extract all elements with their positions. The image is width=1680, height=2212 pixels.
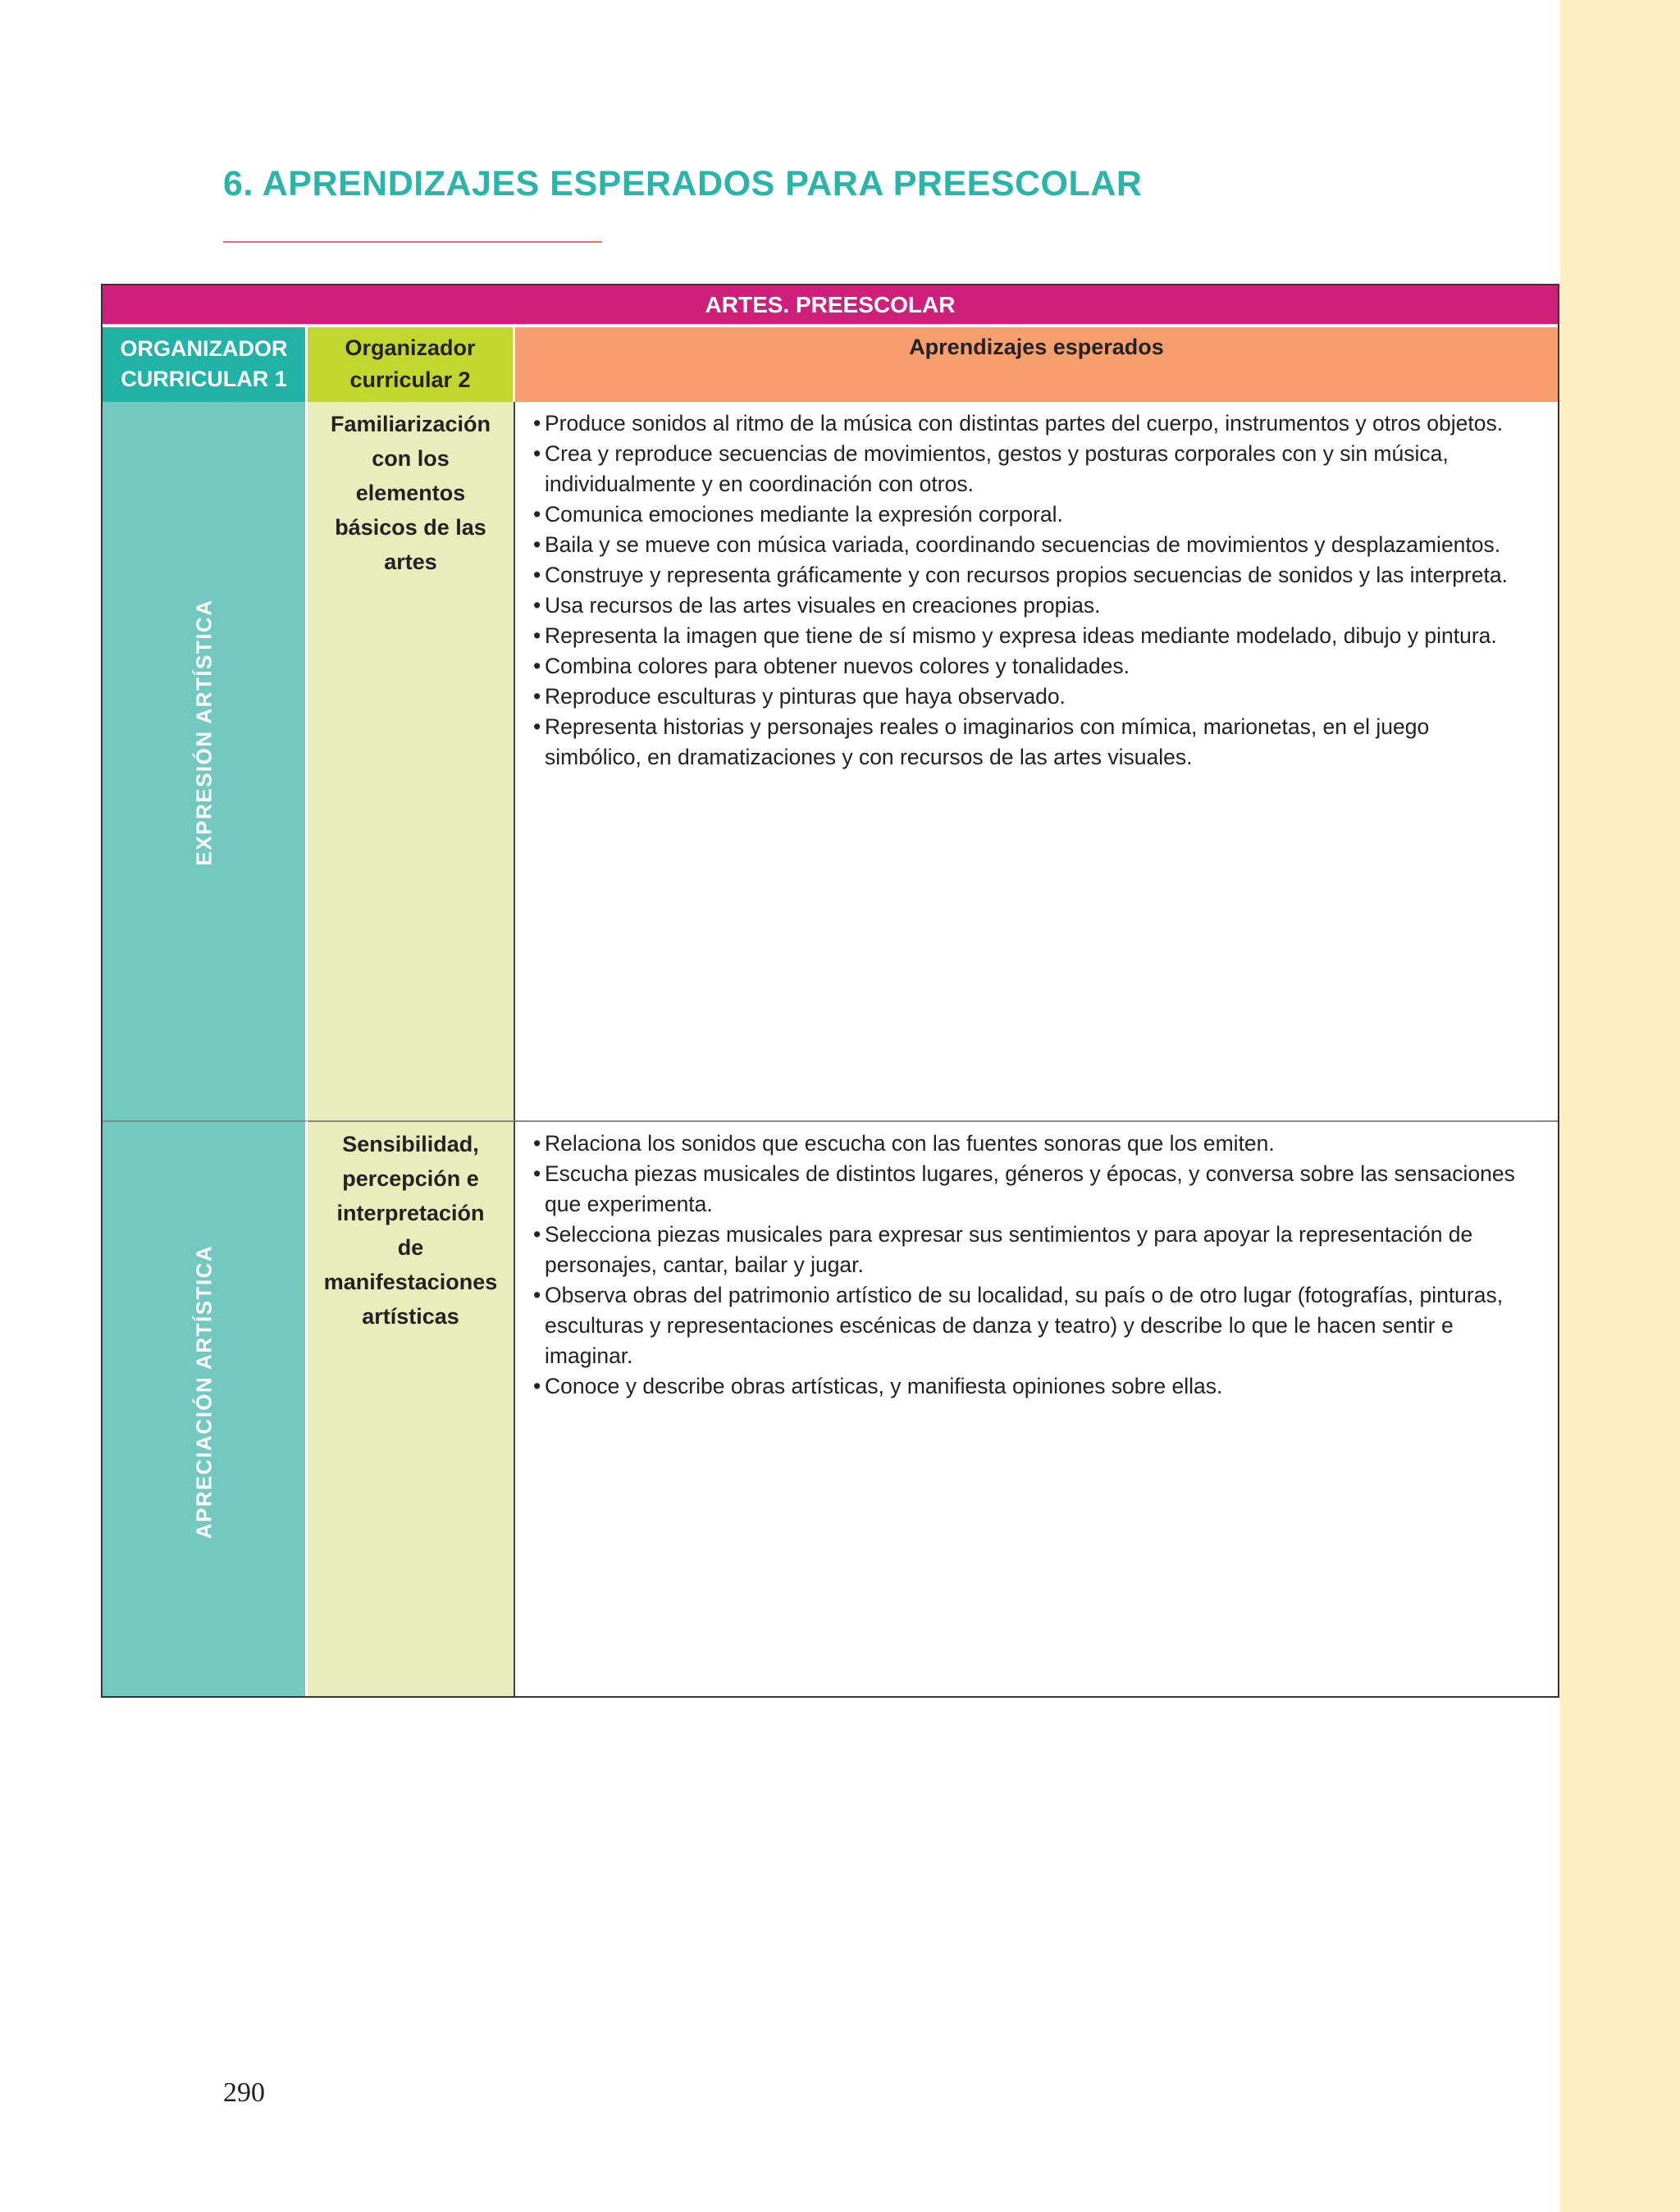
organizador-2-line: Sensibilidad, xyxy=(342,1132,479,1156)
title-underline xyxy=(223,241,602,243)
aprendizaje-item: • Comunica emociones mediante la expresión corporal. xyxy=(533,499,1525,530)
organizador-2-line: percepción e xyxy=(342,1166,479,1191)
side-margin-strip xyxy=(1560,0,1680,2212)
row-expresion-aprendizajes xyxy=(515,402,1558,1120)
aprendizaje-item: • Observa obras del patrimonio artístico de su localidad, su país o de otro lugar (fotografías, pinturas, esculturas y representaciones escénicas de danza y teatro) y describe lo que le hacen sentir e imaginar. xyxy=(533,1280,1525,1371)
row-apreciacion-organizador-1 xyxy=(103,1120,308,1696)
header-organizador-2-line: curricular 2 xyxy=(349,367,471,392)
row-expresion-organizador-1 xyxy=(103,402,308,1120)
artes-preescolar-table xyxy=(101,284,1559,1698)
table-banner: ARTES. PREESCOLAR xyxy=(103,285,1558,326)
aprendizaje-item: • Produce sonidos al ritmo de la música con distintas partes del cuerpo, instrumentos y otros objetos. xyxy=(533,408,1525,439)
aprendizaje-item: • Crea y reproduce secuencias de movimientos, gestos y posturas corporales con y sin música, individualmente y en coordinación con otros. xyxy=(533,439,1525,499)
aprendizaje-item: • Representa historias y personajes reales o imaginarios con mímica, marionetas, en el juego simbólico, en dramatizaciones y con recursos de las artes visuales. xyxy=(533,712,1525,773)
organizador-2-line: artísticas xyxy=(362,1304,459,1329)
header-organizador-curricular-1 xyxy=(103,327,308,402)
header-organizador-1-line: CURRICULAR 1 xyxy=(121,367,287,391)
organizador-2-line: manifestaciones xyxy=(323,1270,498,1294)
aprendizaje-item: • Combina colores para obtener nuevos colores y tonalidades. xyxy=(533,651,1525,682)
organizador-2-line: interpretación xyxy=(336,1201,485,1225)
row-apreciacion-aprendizajes xyxy=(515,1120,1558,1696)
aprendizaje-item: • Construye y representa gráficamente y con recursos propios secuencias de sonidos y las interpreta. xyxy=(533,560,1525,591)
aprendizaje-item: • Relaciona los sonidos que escucha con las fuentes sonoras que los emiten. xyxy=(533,1129,1525,1159)
header-organizador-curricular-2 xyxy=(308,327,515,402)
aprendizajes-list xyxy=(515,402,1558,773)
header-aprendizajes-esperados: Aprendizajes esperados xyxy=(515,327,1558,402)
header-organizador-1-line: ORGANIZADOR xyxy=(120,336,288,361)
organizador-2-line: artes xyxy=(384,550,437,574)
organizador-1-label: APRECIACIÓN ARTÍSTICA xyxy=(191,1244,216,1539)
aprendizaje-item: • Selecciona piezas musicales para expresar sus sentimientos y para apoyar la representación de personajes, cantar, bailar y jugar. xyxy=(533,1220,1525,1280)
aprendizajes-list xyxy=(515,1122,1558,1402)
aprendizaje-item: • Usa recursos de las artes visuales en creaciones propias. xyxy=(533,591,1525,621)
organizador-2-line: de xyxy=(397,1235,424,1260)
organizador-1-label: EXPRESIÓN ARTÍSTICA xyxy=(191,599,216,866)
aprendizaje-item: • Conoce y describe obras artísticas, y manifiesta opiniones sobre ellas. xyxy=(533,1371,1525,1402)
aprendizaje-item: • Baila y se mueve con música variada, coordinando secuencias de movimientos y desplazamientos. xyxy=(533,530,1525,560)
row-apreciacion-organizador-2 xyxy=(308,1120,515,1696)
header-organizador-2-line: Organizador xyxy=(345,335,476,360)
organizador-2-line: elementos xyxy=(355,481,466,505)
organizador-2-line: básicos de las xyxy=(335,515,486,540)
organizador-2-line: Familiarización xyxy=(330,412,491,436)
page-number: 290 xyxy=(223,2077,265,2108)
aprendizaje-item: • Representa la imagen que tiene de sí mismo y expresa ideas mediante modelado, dibujo y pintura. xyxy=(533,621,1525,651)
row-expresion-organizador-2 xyxy=(308,402,515,1120)
organizador-2-line: con los xyxy=(372,446,450,471)
page-title: 6. APRENDIZAJES ESPERADOS PARA PREESCOLAR xyxy=(223,164,1143,203)
aprendizaje-item: • Escucha piezas musicales de distintos lugares, géneros y épocas, y conversa sobre las sensaciones que experimenta. xyxy=(533,1159,1525,1220)
aprendizaje-item: • Reproduce esculturas y pinturas que haya observado. xyxy=(533,682,1525,712)
